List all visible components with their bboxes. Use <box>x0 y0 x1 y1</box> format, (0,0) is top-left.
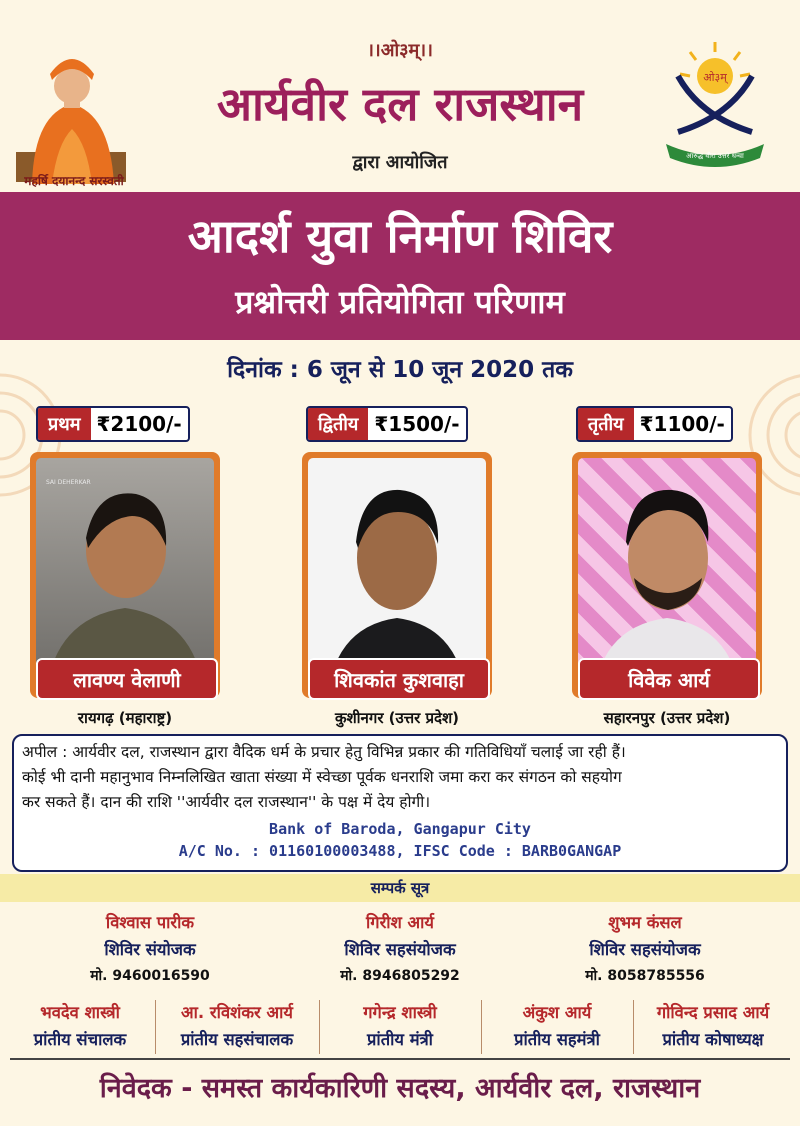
rank-label: तृतीय <box>578 408 634 440</box>
prize-amount: ₹1100/- <box>639 412 725 436</box>
photo-watermark: SAI DEHERKAR <box>46 479 91 486</box>
official-role: प्रांतीय सहमंत्री <box>514 1030 600 1049</box>
contact-name: विश्वास पारीक <box>105 913 195 932</box>
contact-role: शिविर सहसंयोजक <box>344 940 456 959</box>
account-details: A/C No. : 01160100003488, IFSC Code : BARB0GANGAP <box>178 842 622 860</box>
winner-place: सहारनपुर (उत्तर प्रदेश) <box>603 709 731 727</box>
first-prize-tag <box>36 406 190 442</box>
divider <box>155 1000 156 1054</box>
second-prize-tag <box>306 406 468 442</box>
organization-emblem-icon <box>660 36 770 172</box>
organization-title: आर्यवीर दल राजस्थान <box>216 77 584 131</box>
official-card <box>628 1000 798 1050</box>
om-heading: ।।ओ३म्।। <box>367 40 433 61</box>
contact-phone: मो. 9460016590 <box>90 968 210 984</box>
appeal-text <box>22 740 782 815</box>
appeal-line: कर सकते हैं। दान की राशि ''आर्यवीर दल राजस्थान'' के पक्ष में देय होगी। <box>22 793 431 811</box>
contact-name: गिरीश आर्य <box>366 913 434 932</box>
organized-by: द्वारा आयोजित <box>352 152 448 173</box>
official-role: प्रांतीय सहसंचालक <box>180 1030 294 1049</box>
rank-label: द्वितीय <box>308 408 368 440</box>
winner-name: लावण्य वेलाणी <box>36 658 218 700</box>
official-name: भवदेव शास्त्री <box>40 1003 120 1022</box>
contact-phone: मो. 8058785556 <box>585 968 705 984</box>
divider <box>481 1000 482 1054</box>
winner-name: शिवकांत कुशवाहा <box>308 658 490 700</box>
official-role: प्रांतीय कोषाध्यक्ष <box>662 1030 764 1049</box>
emblem-motto: आरुद्ध वीरा उत्तरे धन्वा <box>686 152 744 160</box>
contact-role: शिविर संयोजक <box>104 940 196 959</box>
footer-divider <box>10 1058 790 1060</box>
emblem-om-text: ओ३म् <box>703 71 727 84</box>
official-name: अंकुश आर्य <box>522 1003 592 1022</box>
prize-amount: ₹2100/- <box>96 412 182 436</box>
person-portrait-icon <box>308 458 486 692</box>
official-role: प्रांतीय मंत्री <box>367 1030 433 1049</box>
contact-name: शुभम कंसल <box>608 913 682 932</box>
official-card <box>484 1000 630 1050</box>
official-card <box>158 1000 316 1050</box>
appeal-line: अपील : आर्यवीर दल, राजस्थान द्वारा वैदिक धर्म के प्रचार हेतु विभिन्न प्रकार की गतिविधियाँ चलाई जा रही हैं। <box>22 743 626 761</box>
camp-title: आदर्श युवा निर्माण शिविर <box>187 209 613 263</box>
person-portrait-icon <box>578 458 756 692</box>
coordinator-card <box>540 910 750 985</box>
official-name: गोविन्द प्रसाद आर्य <box>656 1003 770 1022</box>
winner-place: कुशीनगर (उत्तर प्रदेश) <box>334 709 460 727</box>
sage-portrait-icon <box>12 34 134 194</box>
official-name: गगेन्द्र शास्त्री <box>363 1003 437 1022</box>
sage-caption: महर्षि दयानन्द सरस्वती <box>24 174 124 188</box>
person-portrait-icon <box>36 458 214 692</box>
coordinator-card <box>50 910 250 985</box>
official-card <box>8 1000 152 1050</box>
official-role: प्रांतीय संचालक <box>33 1030 127 1049</box>
contact-heading: सम्पर्क सूत्र <box>0 874 800 902</box>
official-name: आ. रविशंकर आर्य <box>181 1003 293 1022</box>
bank-name: Bank of Baroda, Gangapur City <box>269 820 531 838</box>
contact-role: शिविर सहसंयोजक <box>589 940 701 959</box>
official-card <box>322 1000 478 1050</box>
prize-amount: ₹1500/- <box>374 412 460 436</box>
result-subtitle: प्रश्नोत्तरी प्रतियोगिता परिणाम <box>235 283 565 321</box>
footer-text: निवेदक - समस्त कार्यकारिणी सदस्य, आर्यवीर दल, राजस्थान <box>99 1073 701 1104</box>
date-range: दिनांक : 6 जून से 10 जून 2020 तक <box>227 357 573 383</box>
rank-label: प्रथम <box>38 408 91 440</box>
winner-place: रायगढ़ (महाराष्ट्र) <box>77 709 173 727</box>
contact-phone: मो. 8946805292 <box>340 968 460 984</box>
divider <box>319 1000 320 1054</box>
third-prize-tag <box>576 406 733 442</box>
coordinator-card <box>295 910 505 985</box>
appeal-box <box>12 734 788 872</box>
winner-name: विवेक आर्य <box>578 658 760 700</box>
appeal-line: कोई भी दानी महानुभाव निम्नलिखित खाता संख्या में स्वेच्छा पूर्वक धनराशि जमा करा कर संगठन को सहयोग <box>22 768 622 786</box>
